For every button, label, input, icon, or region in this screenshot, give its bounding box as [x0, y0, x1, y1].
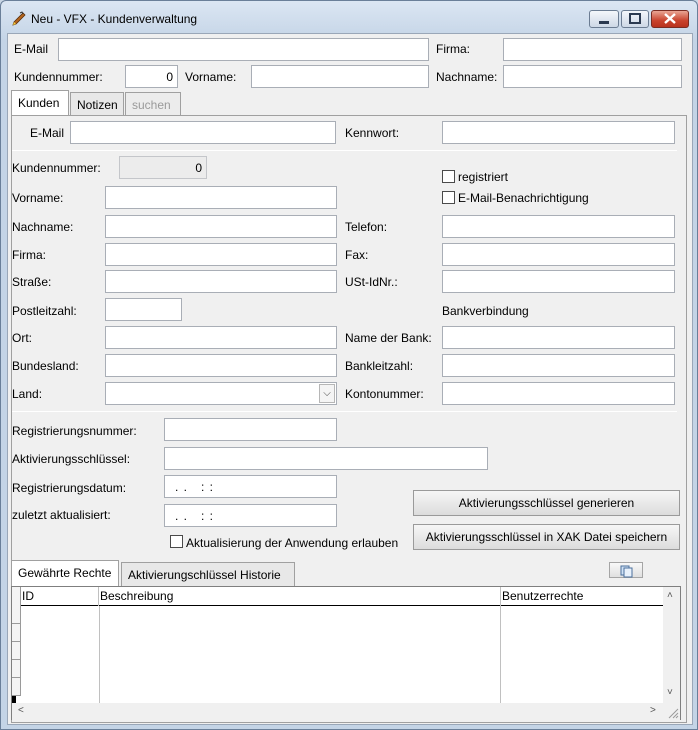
tab-notizen[interactable]: Notizen	[70, 92, 124, 116]
search-firma-label: Firma:	[436, 42, 470, 56]
aktschl-label: Aktivierungsschlüssel:	[12, 452, 131, 466]
scroll-up-icon[interactable]: ˄	[667, 590, 673, 601]
ort-label: Ort:	[12, 331, 32, 345]
separator-top	[12, 150, 677, 151]
fax-label: Fax:	[345, 248, 369, 262]
strasse-field[interactable]	[105, 270, 337, 293]
email-label: E-Mail	[30, 126, 65, 140]
search-email-input[interactable]	[58, 38, 429, 61]
column-benutzerrechte[interactable]: Benutzerrechte	[502, 589, 584, 603]
size-grip	[663, 703, 680, 720]
tab-aktivierungschluessel-historie[interactable]: Aktivierungschlüssel Historie	[121, 562, 295, 586]
land-select[interactable]	[105, 382, 337, 405]
strasse-label: Straße:	[12, 275, 52, 289]
separator-middle	[12, 411, 677, 412]
maximize-icon	[622, 11, 648, 27]
save-xak-button[interactable]: Aktivierungsschlüssel in XAK Datei speichern	[413, 524, 680, 550]
col-divider	[99, 606, 100, 703]
vorname-label: Vorname:	[12, 191, 64, 205]
grip-icon	[663, 703, 680, 720]
row-header	[12, 678, 21, 696]
plz-label: Postleitzahl:	[12, 304, 77, 318]
scroll-down-icon[interactable]: ˅	[667, 687, 673, 698]
konto-field[interactable]	[442, 382, 675, 405]
close-button[interactable]	[651, 10, 689, 28]
allow-update-label: Aktualisierung der Anwendung erlauben	[186, 536, 399, 550]
window-title: Neu - VFX - Kundenverwaltung	[31, 12, 198, 26]
search-kundennummer-label: Kundennummer:	[14, 70, 103, 84]
firma-label: Firma:	[12, 248, 46, 262]
regnr-field[interactable]	[164, 418, 337, 441]
ustid-label: USt-IdNr.:	[345, 275, 398, 289]
email-field[interactable]	[70, 121, 336, 144]
aktualisiert-label: zuletzt aktualisiert:	[12, 508, 111, 522]
row-header	[12, 660, 21, 678]
search-nachname-input[interactable]	[503, 65, 682, 88]
ort-field[interactable]	[105, 326, 337, 349]
registriert-label: registriert	[458, 170, 509, 184]
search-nachname-label: Nachname:	[436, 70, 498, 84]
copy-icon	[610, 563, 644, 579]
client-area	[7, 33, 693, 725]
aktualisiert-field[interactable]	[164, 504, 337, 527]
scroll-left-icon[interactable]: <	[18, 705, 24, 716]
allow-update-checkbox[interactable]	[170, 535, 183, 548]
close-icon	[652, 11, 688, 27]
row-header	[12, 624, 21, 642]
tab-gewaehrte-rechte[interactable]: Gewährte Rechte	[11, 560, 119, 586]
maximize-button[interactable]	[621, 10, 649, 28]
regdatum-field[interactable]	[164, 475, 337, 498]
vertical-scrollbar[interactable]	[663, 587, 680, 703]
search-kundennummer-input[interactable]	[125, 65, 178, 88]
search-firma-input[interactable]	[503, 38, 682, 61]
tab-kunden[interactable]: Kunden	[11, 90, 69, 116]
kundennummer-label: Kundennummer:	[12, 161, 101, 175]
search-vorname-label: Vorname:	[185, 70, 237, 84]
tab-suchen[interactable]: suchen	[125, 92, 181, 116]
column-id[interactable]: ID	[21, 587, 99, 606]
generate-key-button[interactable]: Aktivierungsschlüssel generieren	[413, 490, 680, 516]
fax-field[interactable]	[442, 243, 675, 266]
regdatum-label: Registrierungsdatum:	[12, 481, 127, 495]
nachname-field[interactable]	[105, 215, 337, 238]
minimize-icon	[590, 11, 618, 27]
kundennummer-field[interactable]	[119, 156, 207, 179]
kennwort-field[interactable]	[442, 121, 675, 144]
row-header	[12, 642, 21, 660]
bankname-field[interactable]	[442, 326, 675, 349]
rights-grid[interactable]	[11, 586, 681, 720]
horizontal-scrollbar[interactable]	[12, 703, 663, 720]
firma-field[interactable]	[105, 243, 337, 266]
bankverbindung-label: Bankverbindung	[442, 304, 529, 318]
scroll-right-icon[interactable]: >	[650, 705, 656, 716]
ustid-field[interactable]	[442, 270, 675, 293]
chevron-down-icon[interactable]: ⌵	[319, 384, 335, 403]
bundesland-field[interactable]	[105, 354, 337, 377]
search-vorname-input[interactable]	[251, 65, 429, 88]
title-bar[interactable]	[1, 1, 697, 33]
search-email-label: E-Mail	[14, 42, 49, 56]
plz-field[interactable]	[105, 298, 182, 321]
grid-header	[12, 587, 663, 606]
aktschl-field[interactable]	[164, 447, 488, 470]
konto-label: Kontonummer:	[345, 387, 424, 401]
blz-field[interactable]	[442, 354, 675, 377]
kennwort-label: Kennwort:	[345, 126, 400, 140]
row-header	[12, 606, 21, 624]
col-divider	[500, 606, 501, 703]
column-beschreibung[interactable]: Beschreibung	[99, 587, 501, 606]
minimize-button[interactable]	[589, 10, 619, 28]
regnr-label: Registrierungsnummer:	[12, 424, 137, 438]
blz-label: Bankleitzahl:	[345, 359, 414, 373]
land-label: Land:	[12, 387, 43, 401]
benachrichtigung-checkbox[interactable]	[442, 191, 455, 204]
bankname-label: Name der Bank:	[345, 331, 432, 345]
registriert-checkbox[interactable]	[442, 170, 455, 183]
telefon-field[interactable]	[442, 215, 675, 238]
telefon-label: Telefon:	[345, 220, 388, 234]
bundesland-label: Bundesland:	[12, 359, 79, 373]
benachrichtigung-label: E-Mail-Benachrichtigung	[458, 191, 589, 205]
copy-button[interactable]	[609, 562, 643, 578]
nachname-label: Nachname:	[12, 220, 74, 234]
vorname-field[interactable]	[105, 186, 337, 209]
grid-corner	[12, 587, 21, 606]
app-pen-icon	[11, 11, 27, 27]
